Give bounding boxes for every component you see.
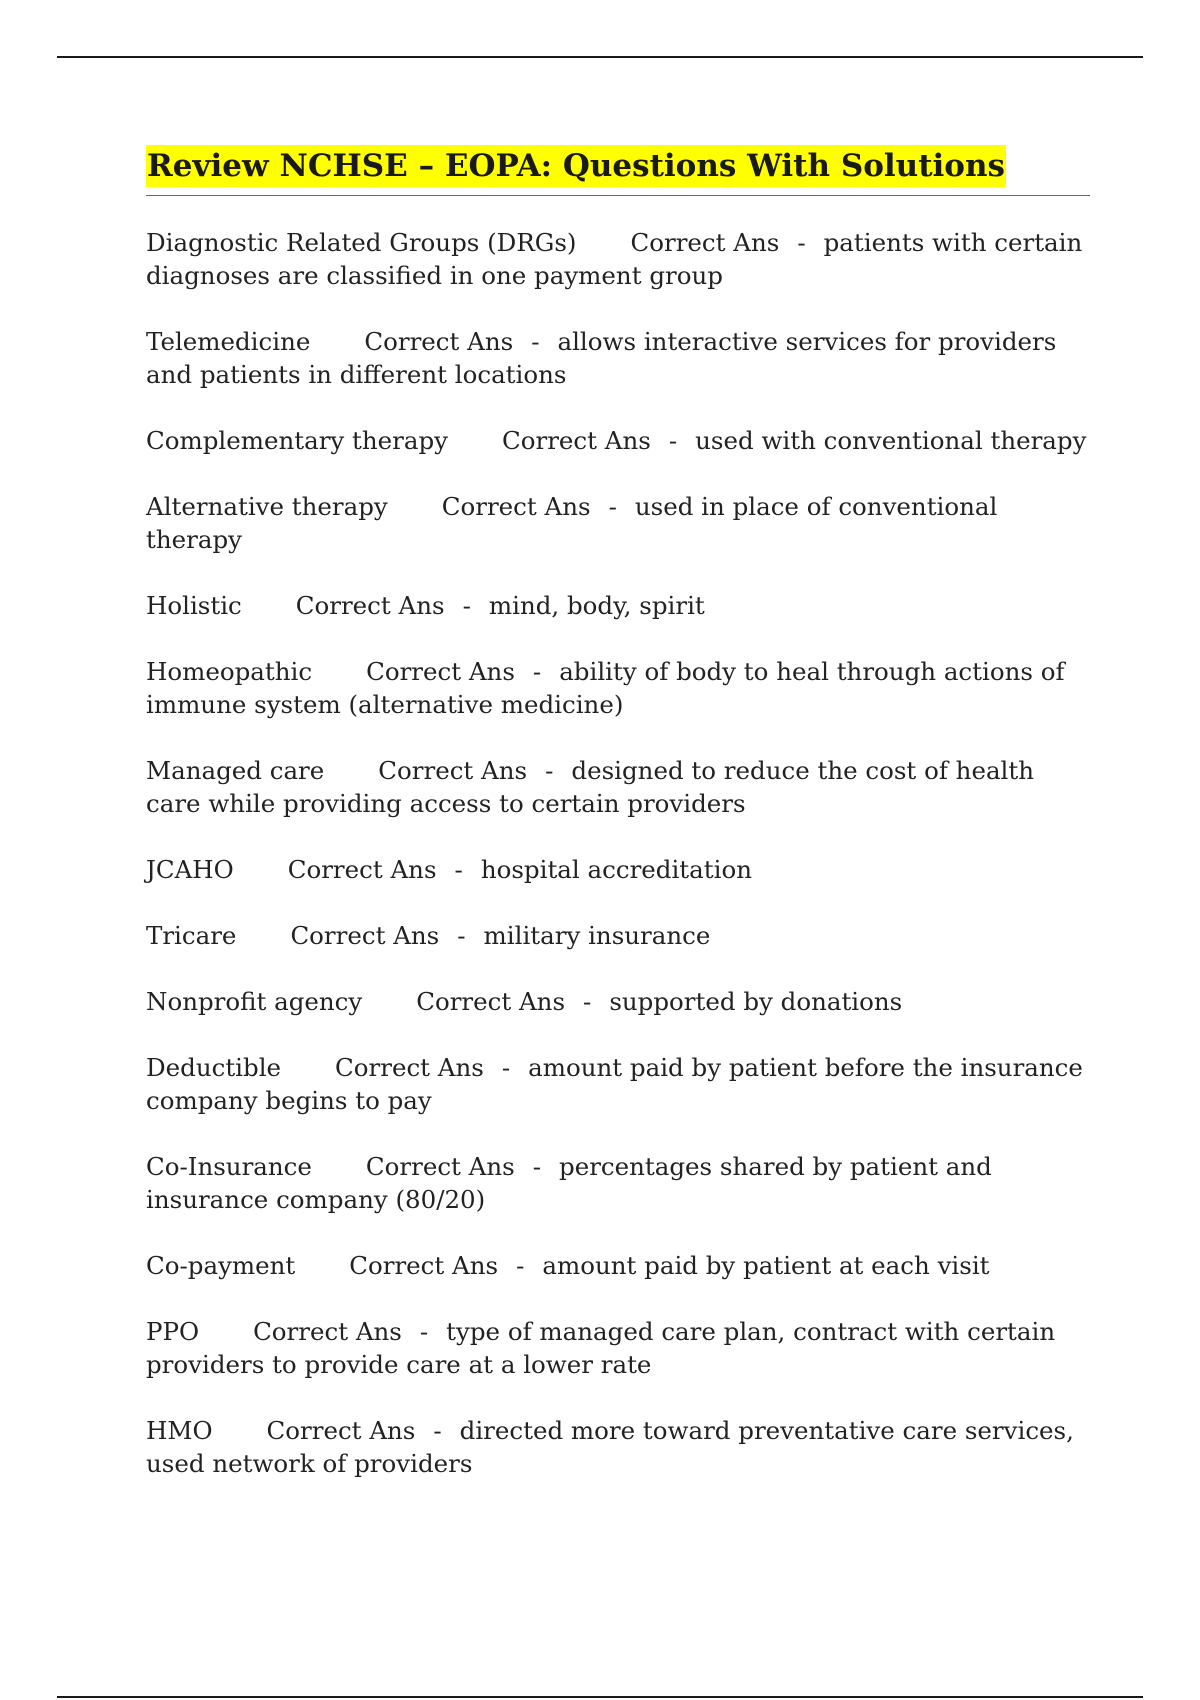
qa-answer: hospital accreditation — [480, 855, 752, 884]
qa-term: Holistic — [146, 591, 242, 620]
qa-entry — [146, 325, 1090, 391]
document-title: Review NCHSE – EOPA: Questions With Solutions — [146, 145, 1006, 187]
qa-answer: directed more toward preventative care services, used network of providers — [146, 1416, 1074, 1478]
qa-answer: used with conventional therapy — [695, 426, 1087, 455]
qa-term: Managed care — [146, 756, 325, 785]
correct-ans-label: Correct Ans — [335, 1053, 484, 1082]
correct-ans-label: Correct Ans — [364, 327, 514, 356]
correct-ans-label: Correct Ans — [253, 1317, 402, 1346]
answer-separator: - — [516, 1251, 525, 1280]
qa-answer: amount paid by patient at each visit — [542, 1251, 990, 1280]
answer-separator: - — [583, 987, 592, 1016]
qa-entry — [146, 1150, 1090, 1216]
answer-separator: - — [532, 657, 542, 686]
qa-answer: ability of body to heal through actions of immune system (alternative medicine) — [146, 657, 1065, 719]
qa-term: Telemedicine — [146, 327, 311, 356]
qa-entry — [146, 655, 1090, 721]
correct-ans-label: Correct Ans — [441, 492, 591, 521]
correct-ans-label: Correct Ans — [630, 228, 780, 257]
correct-ans-label: Correct Ans — [378, 756, 528, 785]
qa-term: PPO — [146, 1317, 200, 1346]
qa-term: JCAHO — [146, 855, 234, 884]
correct-ans-label: Correct Ans — [349, 1251, 499, 1280]
qa-term: Diagnostic Related Groups (DRGs) — [146, 228, 577, 257]
qa-term: Deductible — [146, 1053, 282, 1082]
qa-entry — [146, 985, 1090, 1018]
qa-answer: military insurance — [483, 921, 711, 950]
document-body — [146, 145, 1090, 1513]
footer-rule — [57, 1696, 1143, 1698]
qa-entry — [146, 1249, 1090, 1282]
qa-term: Homeopathic — [146, 657, 313, 686]
qa-list — [146, 226, 1090, 1480]
qa-entry — [146, 919, 1090, 952]
answer-separator: - — [462, 591, 471, 620]
answer-separator: - — [797, 228, 806, 257]
qa-answer: designed to reduce the cost of health care while providing access to certain providers — [146, 756, 1035, 818]
qa-entry — [146, 1315, 1090, 1381]
answer-separator: - — [532, 1152, 542, 1181]
qa-answer: type of managed care plan, contract with certain providers to provide care at a lower rate — [146, 1317, 1056, 1379]
answer-separator: - — [501, 1053, 511, 1082]
qa-entry — [146, 589, 1090, 622]
qa-term: Complementary therapy — [146, 426, 449, 455]
answer-separator: - — [531, 327, 540, 356]
qa-answer: patients with certain diagnoses are classified in one payment group — [146, 228, 1083, 290]
qa-entry — [146, 226, 1090, 292]
correct-ans-label: Correct Ans — [366, 657, 515, 686]
qa-term: HMO — [146, 1416, 213, 1445]
qa-entry — [146, 754, 1090, 820]
qa-term: Nonprofit agency — [146, 987, 363, 1016]
qa-entry — [146, 1414, 1090, 1480]
qa-entry — [146, 853, 1090, 886]
answer-separator: - — [545, 756, 554, 785]
answer-separator: - — [608, 492, 617, 521]
header-rule — [57, 56, 1143, 58]
correct-ans-label: Correct Ans — [502, 426, 651, 455]
title-block — [146, 145, 1090, 196]
qa-entry — [146, 1051, 1090, 1117]
qa-term: Co-payment — [146, 1251, 296, 1280]
qa-answer: mind, body, spirit — [488, 591, 705, 620]
qa-term: Co-Insurance — [146, 1152, 312, 1181]
qa-answer: amount paid by patient before the insurance company begins to pay — [146, 1053, 1083, 1115]
correct-ans-label: Correct Ans — [290, 921, 440, 950]
qa-term: Alternative therapy — [146, 492, 388, 521]
answer-separator: - — [457, 921, 466, 950]
qa-term: Tricare — [146, 921, 237, 950]
correct-ans-label: Correct Ans — [295, 591, 445, 620]
qa-entry — [146, 424, 1090, 457]
correct-ans-label: Correct Ans — [266, 1416, 416, 1445]
answer-separator: - — [419, 1317, 429, 1346]
qa-answer: used in place of conventional therapy — [146, 492, 998, 554]
correct-ans-label: Correct Ans — [287, 855, 437, 884]
qa-answer: percentages shared by patient and insurance company (80/20) — [146, 1152, 992, 1214]
correct-ans-label: Correct Ans — [416, 987, 566, 1016]
qa-entry — [146, 490, 1090, 556]
answer-separator: - — [668, 426, 678, 455]
qa-answer: supported by donations — [609, 987, 903, 1016]
correct-ans-label: Correct Ans — [365, 1152, 515, 1181]
answer-separator: - — [433, 1416, 442, 1445]
answer-separator: - — [454, 855, 463, 884]
qa-answer: allows interactive services for providers and patients in different locations — [146, 327, 1057, 389]
